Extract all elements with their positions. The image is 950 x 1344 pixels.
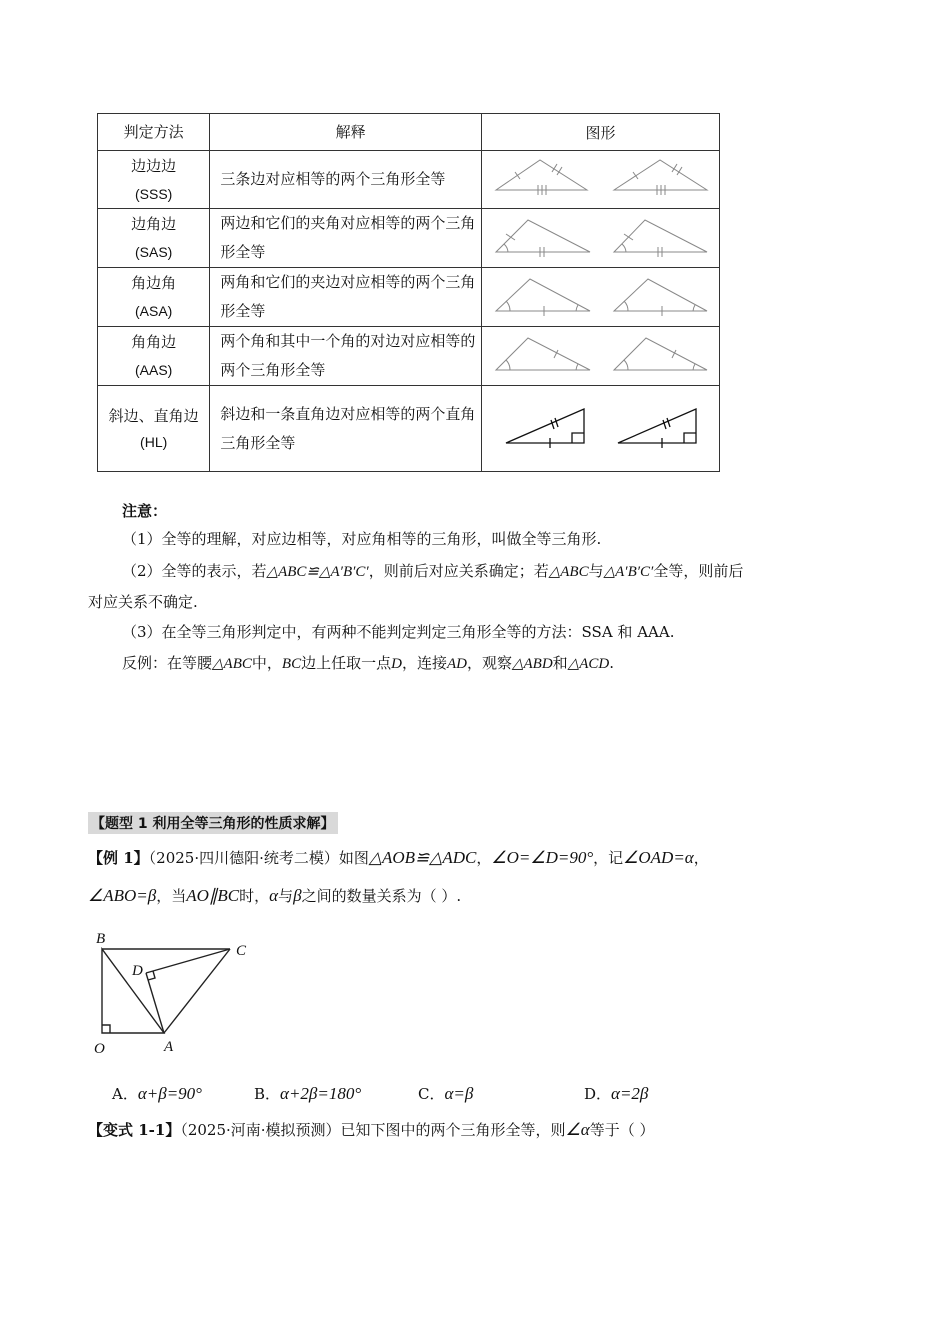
example-1-line-2: ∠ABO=β，当AO∥BC时，α与β之间的数量关系为（ ）. <box>88 886 462 905</box>
section-heading: 【题型 1 利用全等三角形的性质求解】 <box>88 812 338 834</box>
sss-triangle-figure <box>482 152 719 208</box>
note-2: （2）全等的表示，若△ABC≌△A′B′C′，则前后对应关系确定；若△ABC与△A′B′C′全等，则前后 <box>122 562 744 580</box>
method-name: 边角边 <box>131 215 177 233</box>
method-explain: 两角和它们的夹边对应相等的两个三角形全等 <box>210 268 482 327</box>
option-a[interactable]: A．α+β=90° <box>112 1084 202 1103</box>
header-method: 判定方法 <box>98 114 210 151</box>
method-explain: 斜边和一条直角边对应相等的两个直角三角形全等 <box>210 386 482 472</box>
asa-triangle-figure <box>482 269 719 325</box>
header-explain: 解释 <box>210 114 482 151</box>
example-1-line-1: 【例 1】（2025·四川德阳·统考二模）如图△AOB≌△ADC，∠O=∠D=90°，记∠OAD=α， <box>88 848 709 867</box>
method-explain: 两边和它们的夹角对应相等的两个三角形全等 <box>210 209 482 268</box>
method-explain: 两个角和其中一个角的对边对应相等的两个三角形全等 <box>210 327 482 386</box>
method-abbr: (HL) <box>140 433 168 450</box>
note-2-math-2: △ABC <box>548 564 589 580</box>
header-figure: 图形 <box>481 114 719 151</box>
note-2-continued: 对应关系不确定. <box>88 593 198 611</box>
congruence-criteria-table <box>97 113 720 472</box>
option-c[interactable]: C．α=β <box>418 1084 474 1103</box>
method-abbr: (AAS) <box>134 362 173 378</box>
method-abbr: (ASA) <box>134 303 173 319</box>
method-explain: 三条边对应相等的两个三角形全等 <box>210 151 482 209</box>
option-b[interactable]: B．α+2β=180° <box>254 1084 362 1103</box>
label-A: A <box>164 1039 174 1055</box>
label-C: C <box>236 943 247 959</box>
note-2-math-3: △A′B′C′ <box>603 564 654 580</box>
sas-triangle-figure <box>482 210 719 266</box>
example-1-figure <box>88 925 268 1060</box>
table-row <box>98 268 720 327</box>
method-abbr: (SSS) <box>134 185 173 202</box>
table-header-row <box>98 114 720 151</box>
label-O: O <box>94 1041 105 1057</box>
aas-triangle-figure <box>482 328 719 384</box>
method-name: 角角边 <box>131 333 177 351</box>
method-name: 边边边 <box>131 156 177 175</box>
note-4: 反例：在等腰△ABC中，BC边上任取一点D，连接AD，观察△ABD和△ACD. <box>122 654 615 672</box>
option-d[interactable]: D．α=2β <box>584 1084 649 1103</box>
note-2-math-1: △ABC≌△A′B′C′ <box>266 564 369 580</box>
table-row <box>98 209 720 268</box>
note-1: （1）全等的理解，对应边相等，对应角相等的三角形，叫做全等三角形. <box>122 530 602 548</box>
table-row <box>98 151 720 209</box>
table-row <box>98 327 720 386</box>
label-D: D <box>132 963 143 979</box>
label-B: B <box>96 931 106 947</box>
variant-1-1: 【变式 1-1】（2025·河南·模拟预测）已知下图中的两个三角形全等，则∠α等于（ ） <box>88 1120 655 1139</box>
note-3: （3）在全等三角形判定中，有两种不能判定判定三角形全等的方法：SSA 和 AAA. <box>122 623 675 641</box>
notes-title: 注意： <box>122 502 168 520</box>
hl-triangle-figure <box>482 387 719 471</box>
method-name: 斜边、直角边 <box>108 406 199 425</box>
method-abbr: (SAS) <box>134 244 173 260</box>
table-row <box>98 386 720 472</box>
method-name: 角边角 <box>131 274 177 292</box>
